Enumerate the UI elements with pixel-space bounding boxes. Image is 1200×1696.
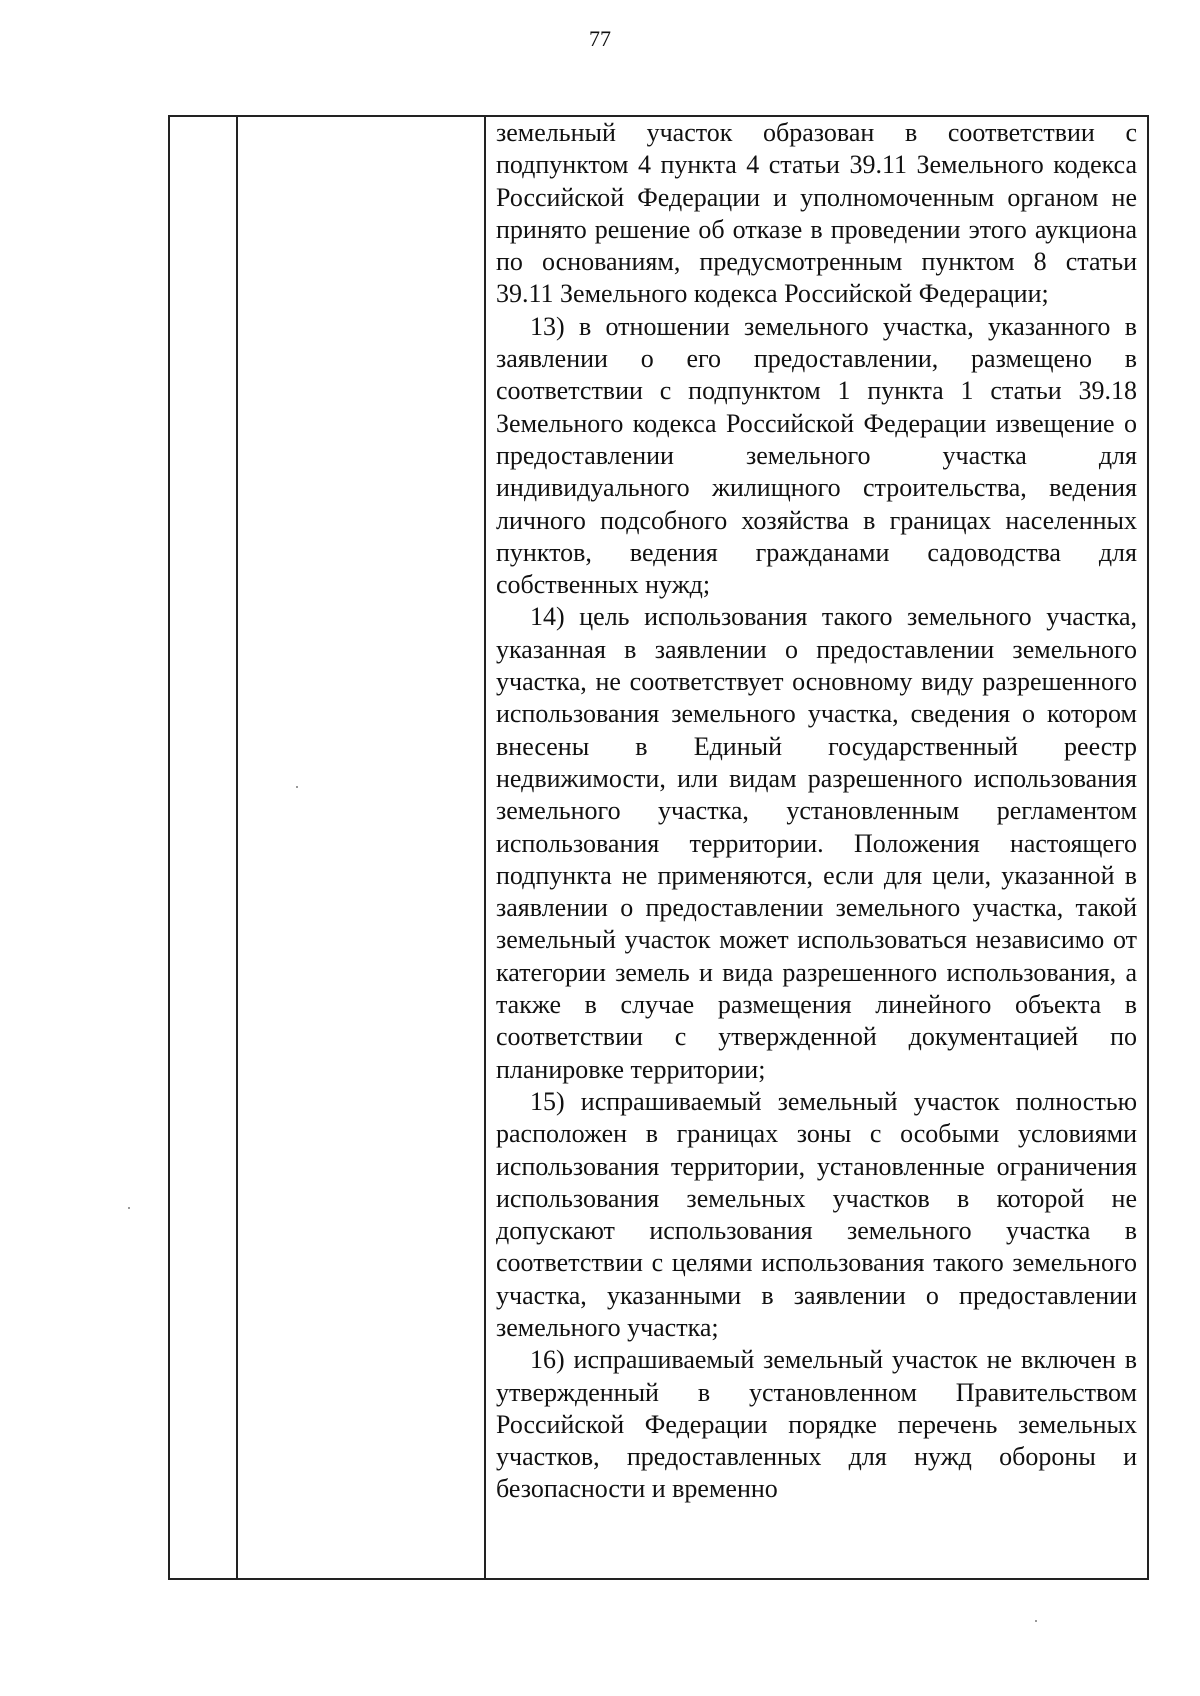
scan-speck xyxy=(128,1207,130,1209)
document-table xyxy=(168,115,1149,1580)
paragraph-item-13: 13) в отношении земельного участка, указанного в заявлении о его предоставлении, размещено в соответствии с подпунктом 1 пункта 1 статьи 39.18 Земельного кодекса Российской Федерации извещение о предоставлении земельного участка для индивидуального жилищного строительства, ведения личного подсобного хозяйства в границах населенных пунктов, ведения гражданами садоводства для собственных нужд; xyxy=(496,311,1137,600)
paragraph-item-15: 15) испрашиваемый земельный участок полностью расположен в границах зоны с особыми условиями использования территории, установленные ограничения использования земельных участков в которой не допускают использования земельного участка в соответствии с целями использования такого земельного участка, указанными в заявлении о предоставлении земельного участка; xyxy=(496,1086,1137,1342)
table-row xyxy=(169,116,1148,1579)
scan-speck xyxy=(1035,1620,1037,1622)
page-number: 77 xyxy=(589,26,611,51)
paragraph-continuation: земельный участок образован в соответствии с подпунктом 4 пункта 4 статьи 39.11 Земельного кодекса Российской Федерации и уполномоченным органом не принято решение об отказе в проведении этого аукциона по основаниям, предусмотренным пунктом 8 статьи 39.11 Земельного кодекса Российской Федерации; xyxy=(496,118,1137,309)
paragraph-item-16: 16) испрашиваемый земельный участок не включен в утвержденный в установленном Правительством Российской Федерации порядке перечень земельных участков, предоставленных для нужд обороны и безопасности и временно xyxy=(496,1345,1137,1504)
table-cell-content xyxy=(485,116,1148,1579)
scan-speck xyxy=(296,786,298,788)
table-cell-name xyxy=(237,116,485,1579)
content-text xyxy=(486,117,1147,1506)
table-cell-number xyxy=(169,116,237,1579)
paragraph-item-14: 14) цель использования такого земельного участка, указанная в заявлении о предоставлении земельного участка, не соответствует основному виду разрешенного использования земельного участка, сведения о котором внесены в Единый государственный реестр недвижимости, или видам разрешенного использования земельного участка, установленным регламентом использования территории. Положения настоящего подпункта не применяются, если для цели, указанной в заявлении о предоставлении земельного участка, такой земельный участок может использоваться независимо от категории земель и вида разрешенного использования, а также в случае размещения линейного объекта в соответствии с утвержденной документацией по планировке территории; xyxy=(496,602,1137,1084)
